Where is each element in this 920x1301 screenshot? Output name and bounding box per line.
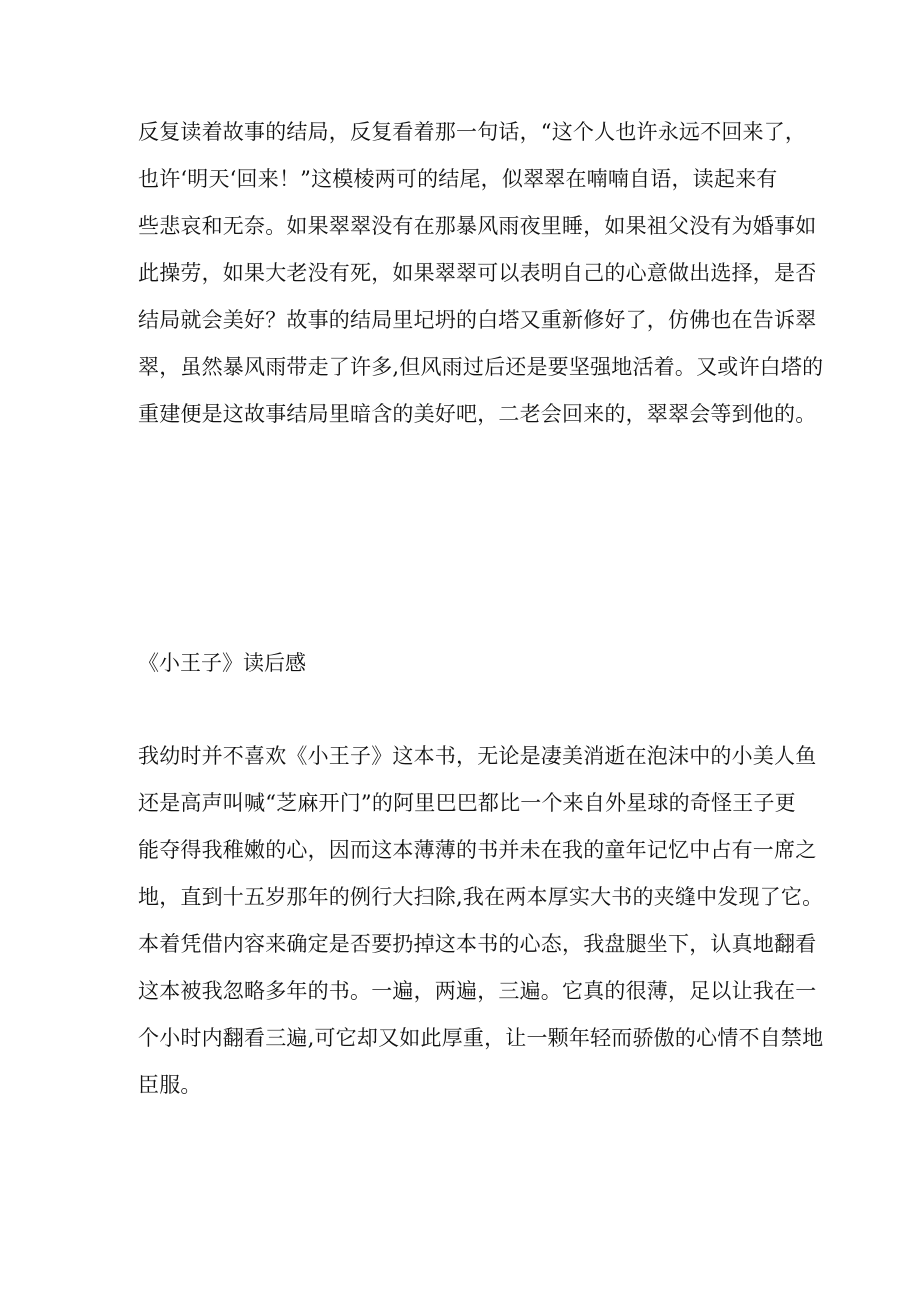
paragraph-line: 结局就会美好？故事的结局里圮坍的白塔又重新修好了，仿佛也在告诉翠 — [138, 308, 817, 332]
paragraph-line: 我幼时并不喜欢《小王子》这本书，无论是凄美消逝在泡沫中的小美人鱼 — [138, 744, 817, 768]
paragraph-line: 也许‘明天‘回来！”这模棱两可的结尾，似翠翠在喃喃自语，读起来有 — [138, 167, 778, 191]
paragraph-line: 些悲哀和无奈。如果翠翠没有在那暴风雨夜里睡，如果祖父没有为婚事如 — [138, 214, 817, 238]
section-2-title: 《小王子》读后感 — [138, 651, 306, 675]
paragraph-line: 此操劳，如果大老没有死，如果翠翠可以表明自己的心意做出选择，是否 — [138, 261, 817, 285]
paragraph-line: 臣服。 — [138, 1073, 202, 1097]
paragraph-line: 还是高声叫喊“芝麻开门”的阿里巴巴都比一个来自外星球的奇怪王子更 — [138, 791, 796, 815]
paragraph-line: 本着凭借内容来确定是否要扔掉这本书的心态，我盘腿坐下，认真地翻看 — [138, 932, 817, 956]
paragraph-line: 能夺得我稚嫩的心，因而这本薄薄的书并未在我的童年记忆中占有一席之 — [138, 838, 817, 862]
paragraph-line: 重建便是这故事结局里暗含的美好吧，二老会回来的，翠翠会等到他的。 — [138, 402, 817, 426]
paragraph-line: 个小时内翻看三遍,可它却又如此厚重，让一颗年轻而骄傲的心情不自禁地 — [138, 1026, 824, 1050]
paragraph-line: 反复读着故事的结局，反复看着那一句话，“这个人也许永远不回来了， — [138, 120, 807, 144]
paragraph-line: 地，直到十五岁那年的例行大扫除,我在两本厚实大书的夹缝中发现了它。 — [138, 885, 824, 909]
paragraph-line: 这本被我忽略多年的书。一遍，两遍，三遍。它真的很薄，足以让我在一 — [138, 979, 817, 1003]
paragraph-line: 翠，虽然暴风雨带走了许多,但风雨过后还是要坚强地活着。又或许白塔的 — [138, 355, 824, 379]
